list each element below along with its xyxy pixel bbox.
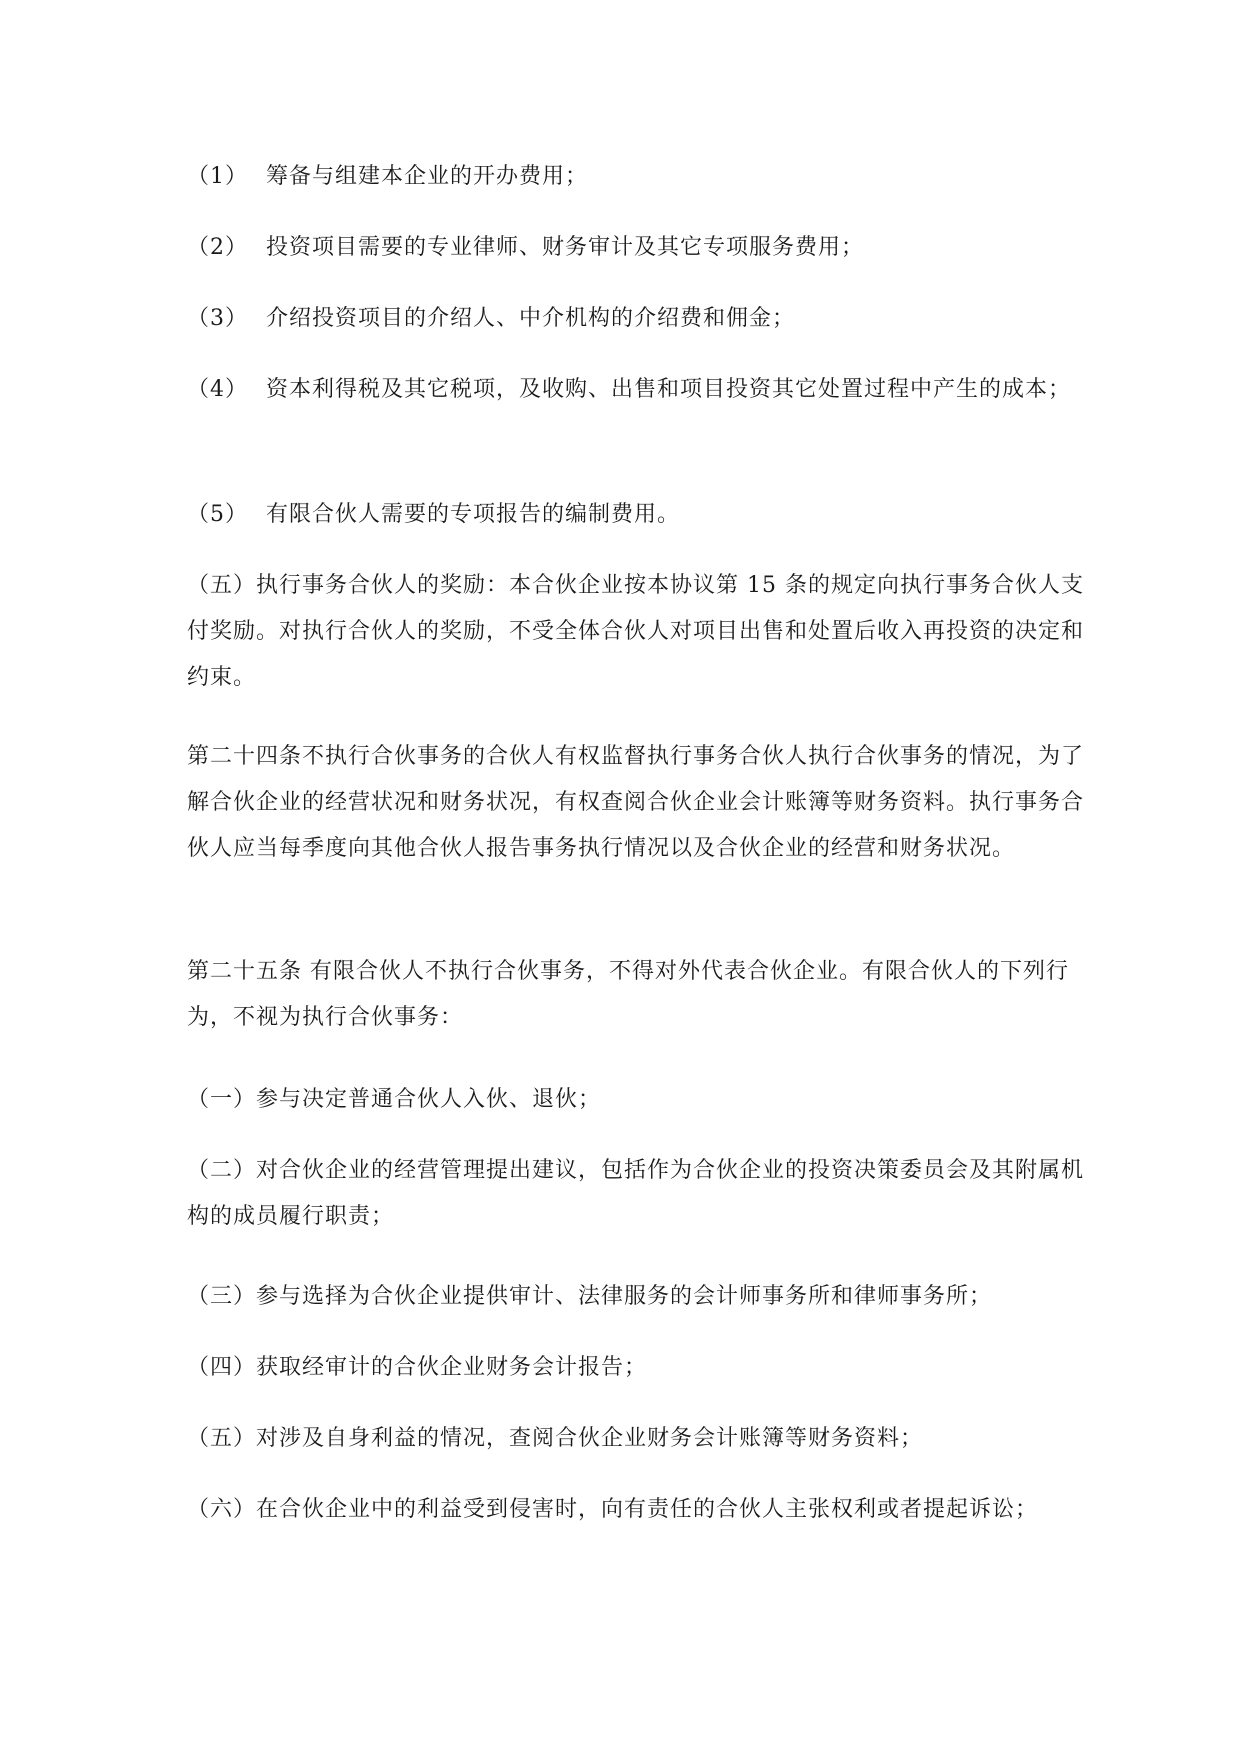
article-24-paragraph: 第二十四条不执行合伙事务的合伙人有权监督执行事务合伙人执行合伙事务的情况，为了解合伙企业的经营状况和财务状况，有权查阅合伙企业会计账簿等财务资料。执行事务合伙人应当每季度向其他合伙人报告事务执行情况以及合伙企业的经营和财务状况。 (187, 744, 1085, 861)
item-number: （5） (187, 502, 248, 527)
article-25-item-2: （二）对合伙企业的经营管理提出建议，包括作为合伙企业的投资决策委员会及其附属机构的成员履行职责； (187, 1158, 1085, 1229)
item-number: （1） (187, 164, 248, 189)
item-number: （2） (187, 235, 248, 260)
item-number: （4） (187, 377, 248, 402)
cost-item-2 (187, 225, 1087, 271)
article-25-item-4: （四）获取经审计的合伙企业财务会计报告； (187, 1355, 648, 1380)
cost-item-3 (187, 296, 1087, 342)
article-25-paragraph: 第二十五条 有限合伙人不执行合伙事务，不得对外代表合伙企业。有限合伙人的下列行为，不视为执行合伙事务： (187, 959, 1069, 1030)
cost-item-4 (187, 367, 1087, 413)
article-25-item-3: （三）参与选择为合伙企业提供审计、法律服务的会计师事务所和律师事务所； (187, 1284, 993, 1309)
cost-item-5 (187, 492, 1087, 538)
item-text: 有限合伙人需要的专项报告的编制费用。 (266, 502, 681, 527)
item-text: 投资项目需要的专业律师、财务审计及其它专项服务费用； (266, 235, 865, 260)
article-25-item-5: （五）对涉及自身利益的情况，查阅合伙企业财务会计账簿等财务资料； (187, 1426, 924, 1451)
article-25-item-1: （一）参与决定普通合伙人入伙、退伙； (187, 1087, 602, 1112)
item-text: 资本利得税及其它税项，及收购、出售和项目投资其它处置过程中产生的成本； (266, 377, 1072, 402)
cost-item-1 (187, 154, 1087, 200)
item-number: （3） (187, 306, 248, 331)
executive-reward-paragraph: （五）执行事务合伙人的奖励：本合伙企业按本协议第 15 条的规定向执行事务合伙人支付奖励。对执行合伙人的奖励，不受全体合伙人对项目出售和处置后收入再投资的决定和约束。 (187, 573, 1085, 690)
item-text: 介绍投资项目的介绍人、中介机构的介绍费和佣金； (266, 306, 796, 331)
item-text: 筹备与组建本企业的开办费用； (266, 164, 589, 189)
article-25-item-6: （六）在合伙企业中的利益受到侵害时，向有责任的合伙人主张权利或者提起诉讼； (187, 1497, 1039, 1522)
